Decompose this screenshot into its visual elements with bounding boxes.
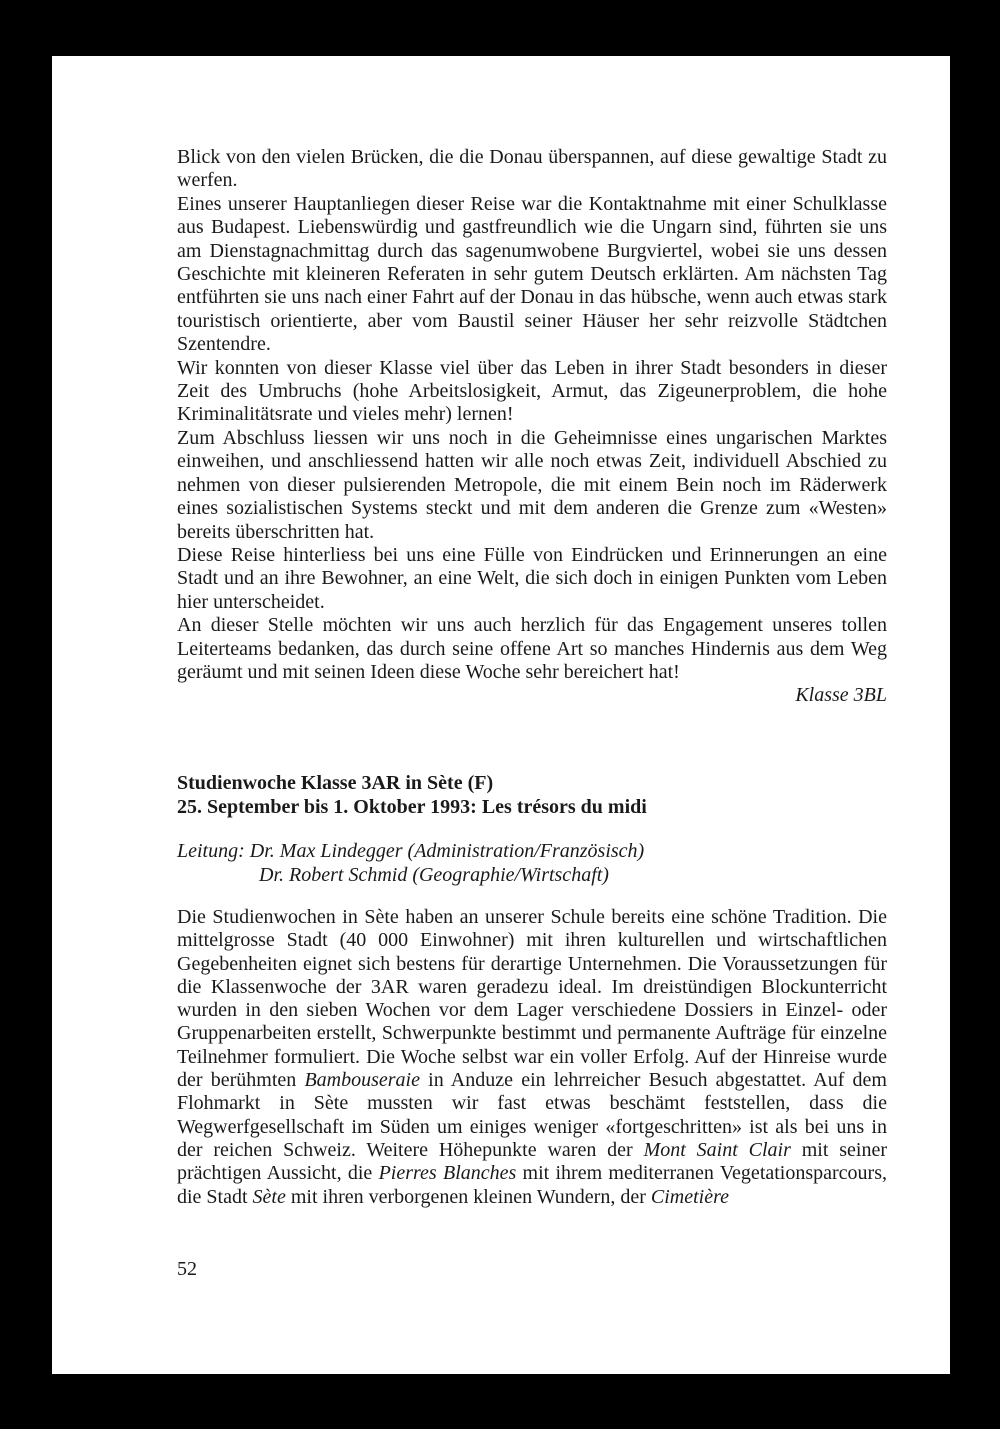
paragraph: Wir konnten von dieser Klasse viel über das Leben in ihrer Stadt besonders in dieser Zeit des Umbruchs (hohe Arbeitslosigkeit, Armut, das Zigeunerproblem, die hohe Kriminalitätsrate und vieles mehr) lernen!	[177, 356, 887, 426]
paragraph: An dieser Stelle möchten wir uns auch herzlich für das Engagement unseres tollen Leiterteams bedanken, das durch seine offene Art so manches Hindernis aus dem Weg geräumt und mit seinen Ideen diese Woche sehr bereichert hat!	[177, 614, 887, 683]
heading-title: Studienwoche Klasse 3AR in Sète (F)	[177, 772, 494, 794]
text-run: mit seiner prächtigen Aussicht, die	[177, 1138, 887, 1185]
text-run: Die Studienwochen in Sète haben an unserer Schule bereits eine schöne Tradition. Die mittelgrosse Stadt (40 000 Einwohner) mit ihren kulturellen und wirtschaftlichen Gegebenheiten eignet sich bestens für derartige Unternehmen. Die Voraussetzungen für die Klassenwoche der 3AR waren geradezu ideal. Im dreistündigen Blockunterricht wurden in den sieben Wochen vor dem Lager verschiedene Dossiers in Einzel- oder Gruppenarbeiten erstellt, Schwerpunkte bestimmt und permanente Aufträge für einzelne Teilnehmer formuliert. Die Woche selbst war ein voller Erfolg. Auf der Hinreise wurde der berühmten	[177, 906, 887, 1092]
paragraph: Blick von den vielen Brücken, die die Donau überspannen, auf diese gewaltige Stadt zu werfen.	[177, 146, 887, 192]
article-body-budapest	[177, 146, 887, 708]
paragraph: Eines unserer Hauptanliegen dieser Reise war die Kontaktnahme mit einer Schulklasse aus Budapest. Liebenswürdig und gastfreundlich wie die Ungarn sind, führten sie uns am Dienstagnachmittag durch das sagenumwobene Burgviertel, wobei sie uns dessen Geschichte mit kleineren Referaten in sehr gutem Deutsch erklärten. Am nächsten Tag entführten sie uns nach einer Fahrt auf der Donau in das hübsche, wenn auch etwas stark touristisch orientierte, aber vom Baustil seiner Häuser her sehr reizvolle Städtchen Szentendre.	[177, 192, 887, 356]
text-run: mit ihrem mediterranen Vegetationsparcours, die Stadt	[177, 1162, 887, 1208]
paragraph	[177, 906, 887, 1209]
text-run: mit ihren verborgenen kleinen Wundern, der	[285, 1185, 651, 1208]
text-run: in Anduze ein lehrreicher Besuch abgestattet. Auf dem Flohmarkt in Sète mussten wir fast etwas beschämt feststellen, dass die Wegwerfgesellschaft im Süden um einiges weniger «fortgeschritten» ist als bei uns in der reichen Schweiz. Weitere Höhepunkte waren der	[177, 1069, 887, 1161]
italic-term: Sète	[252, 1185, 286, 1208]
paragraph: Zum Abschluss liessen wir uns noch in die Geheimnisse eines ungarischen Marktes einweihen, und anschliessend hatten wir alle noch etwas Zeit, individuell Abschied zu nehmen von dieser pulsierenden Metropole, die mit einem Bein noch im Räderwerk eines sozialistischen Systems steckt und mit dem anderen die Grenze zum «Westen» bereits überschritten hat.	[177, 426, 887, 543]
italic-term: Cimetière	[650, 1185, 729, 1208]
italic-term: Mont Saint Clair	[643, 1138, 791, 1161]
leitung-line: Dr. Robert Schmid (Geographie/Wirtschaft)	[259, 864, 609, 886]
heading-subtitle: 25. September bis 1. Oktober 1993: Les trésors du midi	[177, 796, 647, 818]
document-page	[52, 56, 950, 1374]
italic-term: Bambouseraie	[304, 1069, 420, 1092]
page-number: 52	[177, 1258, 197, 1280]
paragraph: Diese Reise hinterliess bei uns eine Fülle von Eindrücken und Erinnerungen an eine Stadt und an ihre Bewohner, an eine Welt, die sich doch in einigen Punkten vom Leben hier unterscheidet.	[177, 543, 887, 613]
section-heading	[177, 771, 887, 819]
leitung-line: Leitung: Dr. Max Lindegger (Administration/Französisch)	[177, 840, 645, 862]
author-signature: Klasse 3BL	[795, 684, 887, 707]
italic-term: Pierres Blanches	[378, 1162, 517, 1185]
article-body-sete	[177, 906, 887, 1209]
leitung-block	[177, 839, 887, 887]
